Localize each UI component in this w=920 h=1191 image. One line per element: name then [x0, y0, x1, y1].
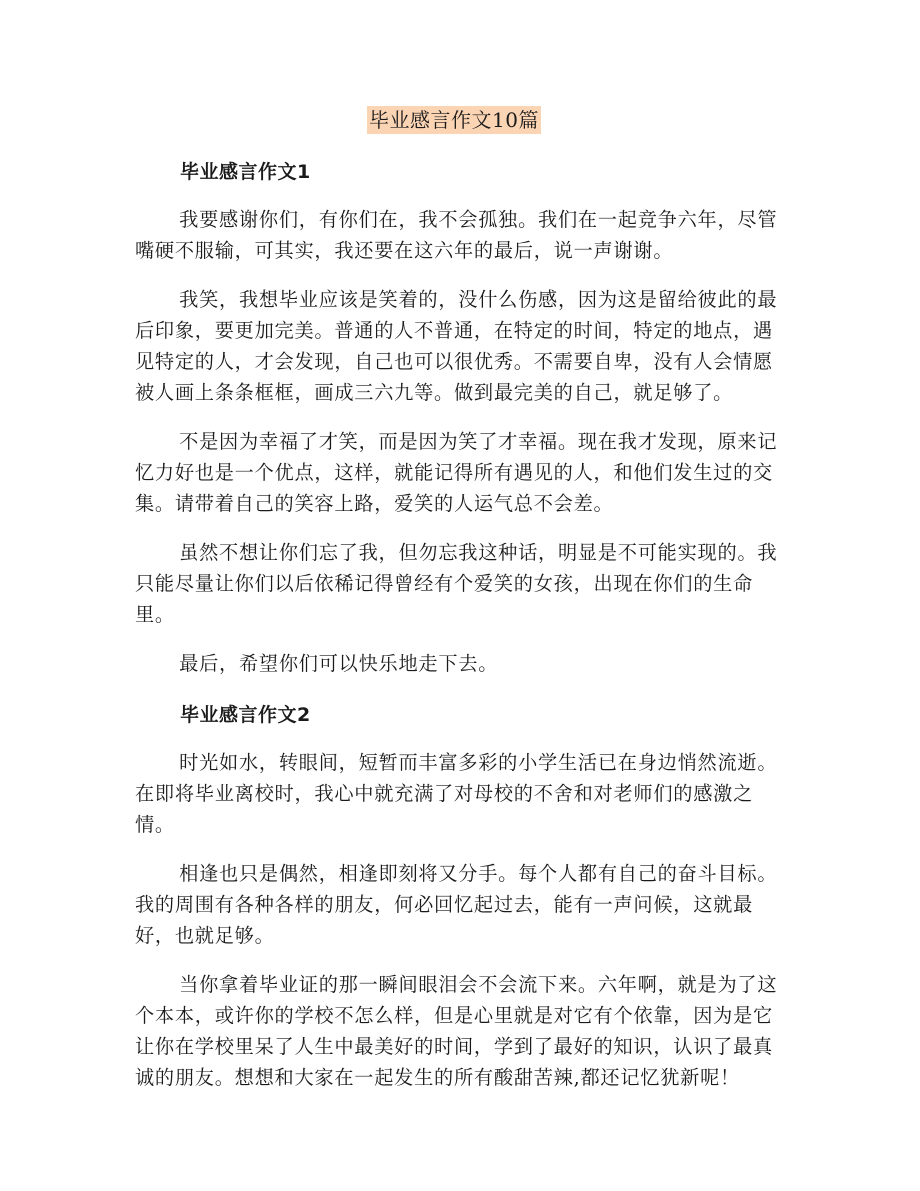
section-heading: 毕业感言作文1	[180, 161, 311, 183]
essay-section-1	[135, 158, 785, 679]
document-page	[135, 106, 785, 1093]
paragraph: 我要感谢你们，有你们在，我不会孤独。我们在一起竞争六年，尽管嘴硬不服输，可其实，我还要在这六年的最后，说一声谢谢。	[135, 208, 778, 262]
document-title-wrap	[123, 106, 785, 136]
essay-section-2	[135, 701, 785, 1093]
section-heading: 毕业感言作文2	[180, 704, 311, 726]
paragraph: 我笑，我想毕业应该是笑着的，没什么伤感，因为这是留给彼此的最后印象，要更加完美。普通的人不普通，在特定的时间，特定的地点，遇见特定的人，才会发现，自己也可以很优秀。不需要自卑，没有人会情愿被人画上条条框框，画成三六九等。做到最完美的自己，就足够了。	[135, 288, 778, 404]
document-title: 毕业感言作文10篇	[369, 108, 539, 132]
paragraph: 时光如水，转眼间，短暂而丰富多彩的小学生活已在身边悄然流逝。在即将毕业离校时，我心中就充满了对母校的不舍和对老师们的感激之情。	[135, 751, 778, 836]
paragraph: 当你拿着毕业证的那一瞬间眼泪会不会流下来。六年啊，就是为了这个本本，或许你的学校不怎么样，但是心里就是对它有个依靠，因为是它让你在学校里呆了人生中最美好的时间，学到了最好的知识，认识了最真诚的朋友。想想和大家在一起发生的所有酸甜苦辣,都还记忆犹新呢！	[135, 973, 778, 1089]
paragraph: 最后，希望你们可以快乐地走下去。	[179, 652, 499, 675]
paragraph: 相逢也只是偶然，相逢即刻将又分手。每个人都有自己的奋斗目标。我的周围有各种各样的朋友，何必回忆起过去，能有一声问候，这就最好，也就足够。	[135, 862, 778, 947]
paragraph: 虽然不想让你们忘了我，但勿忘我这种话，明显是不可能实现的。我只能尽量让你们以后依稀记得曾经有个爱笑的女孩，出现在你们的生命里。	[135, 541, 778, 626]
paragraph: 不是因为幸福了才笑，而是因为笑了才幸福。现在我才发现，原来记忆力好也是一个优点，这样，就能记得所有遇见的人，和他们发生过的交集。请带着自己的笑容上路，爱笑的人运气总不会差。	[135, 430, 778, 515]
